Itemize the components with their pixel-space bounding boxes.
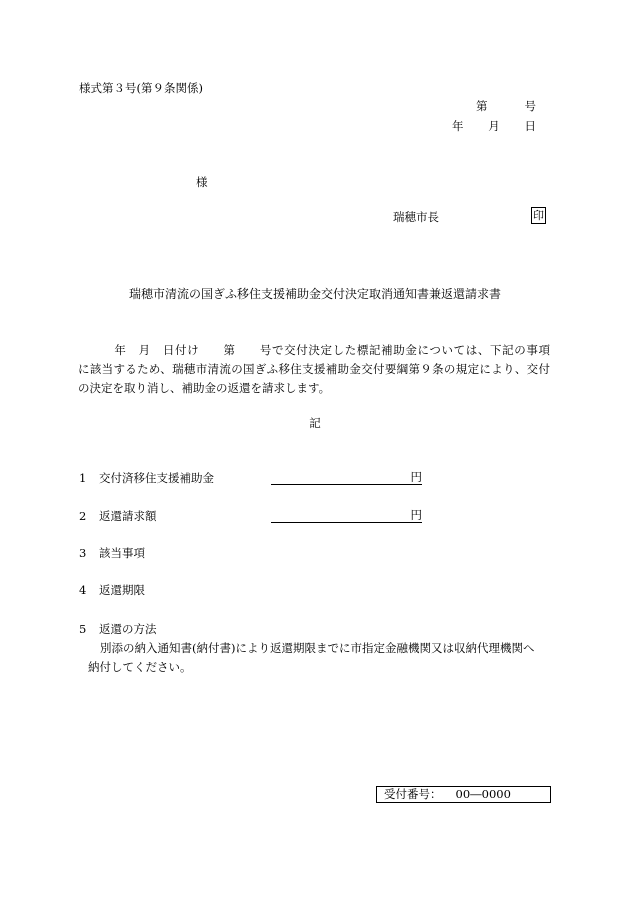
- item-label: 返還請求額: [99, 509, 157, 523]
- item-label: 交付済移住支援補助金: [99, 471, 214, 485]
- notice-body: [78, 341, 550, 398]
- seal-mark: 印: [533, 209, 544, 222]
- item-number: 4: [79, 583, 87, 597]
- date-day: 日: [524, 119, 536, 133]
- document-date: [452, 121, 536, 133]
- item-number: 3: [79, 546, 87, 560]
- item-number: 2: [79, 509, 87, 523]
- method-line: 納付してください。: [88, 660, 192, 674]
- document-title: 瑞穂市清流の国ぎふ移住支援補助金交付決定取消通知書兼返還請求書: [128, 287, 501, 301]
- ki-heading: 記: [309, 416, 321, 430]
- recipient-honorific: 様: [196, 175, 208, 189]
- amount-unit: 円: [410, 508, 422, 522]
- item-subsidy-paid: [79, 473, 214, 485]
- receipt-label: 受付番号：: [384, 787, 442, 801]
- doc-number-prefix: 第: [476, 99, 488, 113]
- item-label: 返還の方法: [99, 622, 157, 636]
- subsidy-paid-amount-field[interactable]: [271, 472, 422, 485]
- date-month: 月: [488, 119, 500, 133]
- item-number: 5: [79, 622, 87, 636]
- item-applicable-matter: [79, 548, 145, 560]
- notice-body-line: の決定を取り消し、補助金の返還を請求します。: [78, 381, 331, 395]
- issuer-name: 瑞穂市長: [393, 210, 439, 224]
- item-number: 1: [79, 471, 87, 485]
- method-line: 別添の納入通知書(納付書)により返還期限までに市指定金融機関又は収納代理機関へ: [100, 641, 535, 655]
- doc-number-suffix: 号: [524, 99, 536, 113]
- receipt-number-box: [376, 786, 551, 803]
- refund-amount-field[interactable]: [271, 510, 422, 523]
- form-label: 様式第３号(第９条関係): [79, 81, 203, 95]
- item-label: 該当事項: [99, 546, 145, 560]
- date-year: 年: [452, 119, 464, 133]
- amount-unit: 円: [410, 470, 422, 484]
- notice-body-line: 年 月 日付け 第 号で交付決定した標記補助金については、下記の事項: [78, 343, 550, 357]
- item-refund-deadline: [79, 585, 145, 597]
- refund-method-text: [88, 639, 534, 677]
- receipt-value: 00―0000: [455, 787, 511, 801]
- document-number: [476, 101, 536, 113]
- item-refund-amount: [79, 511, 157, 523]
- item-refund-method: [79, 624, 157, 636]
- item-label: 返還期限: [99, 583, 145, 597]
- notice-body-line: に該当するため、瑞穂市清流の国ぎふ移住支援補助金交付要綱第９条の規定により、交付: [78, 362, 550, 376]
